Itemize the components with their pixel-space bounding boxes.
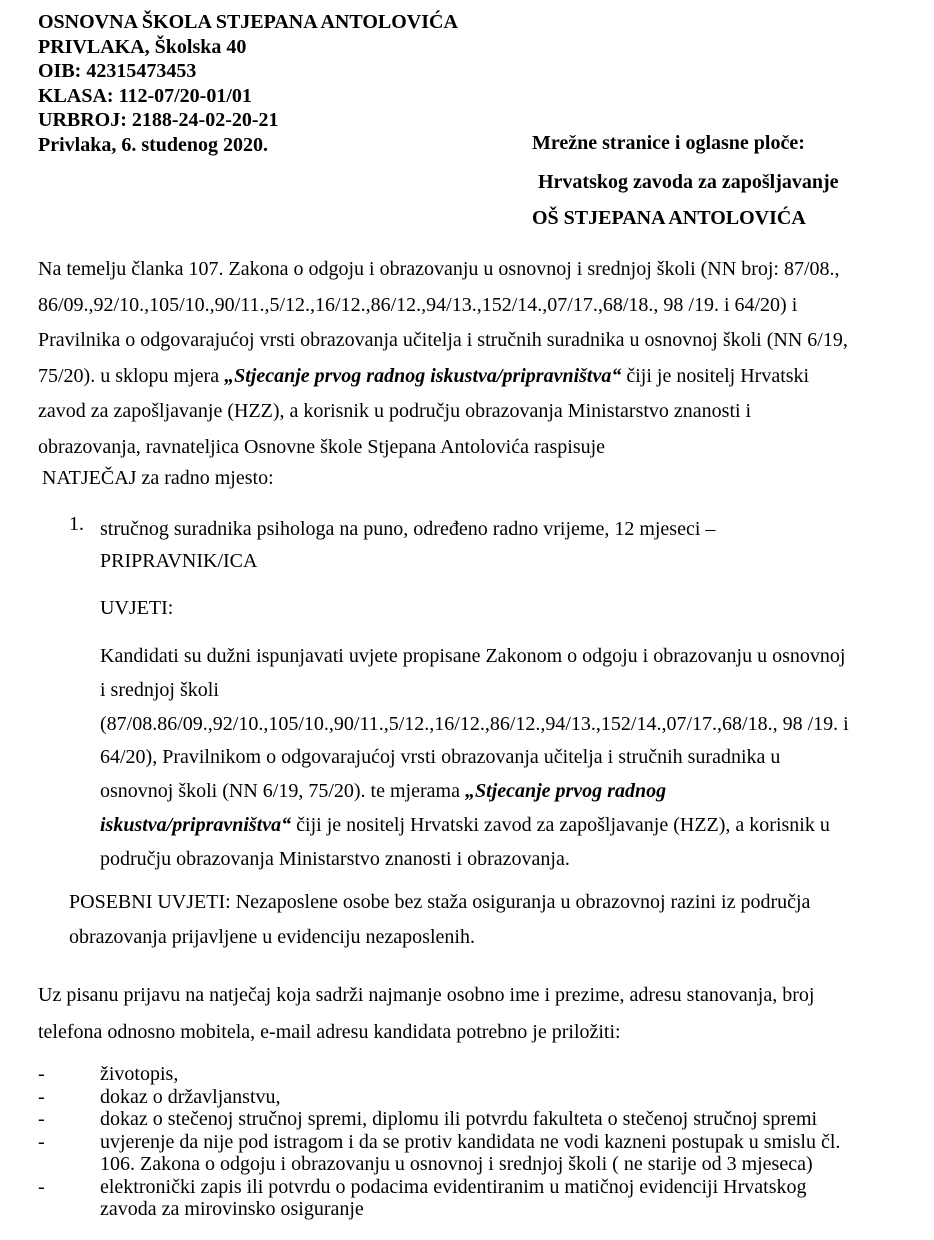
list-item-text: zavoda za mirovinsko osiguranje [100, 1198, 364, 1220]
program-name-emphasis: iskustva/pripravništva“ [100, 813, 292, 836]
conditions-line: Kandidati su dužni ispunjavati uvjete propisane Zakonom o odgoju i obrazovanju u osnovnoj [100, 645, 846, 667]
recipient-line-2: Hrvatskog zavoda za zapošljavanje [538, 171, 839, 193]
intro-line [38, 359, 908, 395]
list-dash: - [38, 1108, 45, 1130]
list-item-text: dokaz o državljanstvu, [100, 1085, 281, 1108]
list-dash: - [38, 1130, 45, 1153]
list-item-text: životopis, [100, 1063, 179, 1085]
klasa: KLASA: 112-07/20-01/01 [38, 84, 252, 107]
intro-line: zavod za zapošljavanje (HZZ), a korisnik u području obrazovanja Ministarstvo znanosti i [38, 400, 752, 422]
intro-paragraph [38, 252, 908, 465]
urbroj: URBROJ: 2188-24-02-20-21 [38, 109, 279, 131]
special-conditions-line: POSEBNI UVJETI: Nezaposlene osobe bez staža osiguranja u obrazovnoj razini iz područja [69, 891, 811, 913]
intro-line: obrazovanja, ravnateljica Osnovne škole Stjepana Antolovića raspisuje [38, 435, 606, 458]
school-oib: OIB: 42315473453 [38, 60, 197, 82]
school-name: OSNOVNA ŠKOLA STJEPANA ANTOLOVIĆA [38, 11, 458, 33]
intro-line: Na temelju članka 107. Zakona o odgoju i obrazovanju u osnovnoj i srednjoj školi (NN broj: 87/08., [38, 258, 840, 280]
recipient-line-3: OŠ STJEPANA ANTOLOVIĆA [532, 207, 806, 229]
school-address: PRIVLAKA, Školska 40 [38, 35, 247, 58]
conditions-line: 64/20), Pravilnikom o odgovarajućoj vrsti obrazovanja učitelja i stručnih suradnika u [100, 746, 781, 769]
list-item [38, 1131, 840, 1176]
header-block [38, 10, 458, 157]
conditions-text: osnovnoj školi (NN 6/19, 75/20). te mjerama [100, 780, 465, 803]
special-conditions [69, 885, 810, 955]
intro-line: 86/09.,92/10.,105/10.,90/11.,5/12.,16/12.,86/12.,94/13.,152/14.,07/17.,68/18., 98 /19. i 64/20) i [38, 293, 798, 316]
conditions-line: (87/08.86/09.,92/10.,105/10.,90/11.,5/12.,16/12.,86/12.,94/13.,152/14.,07/17.,68/18., 98 /19. i [100, 712, 849, 735]
recipient-line-1: Mrežne stranice i oglasne ploče: [532, 132, 805, 154]
application-paragraph [38, 977, 814, 1051]
position-line: PRIPRAVNIK/ICA [100, 550, 258, 572]
list-item [38, 1108, 840, 1131]
list-item [38, 1176, 840, 1221]
position-line: stručnog suradnika psihologa na puno, određeno radno vrijeme, 12 mjeseci – [100, 518, 716, 540]
application-line: telefona odnosno mobitela, e-mail adresu kandidata potrebno je priložiti: [38, 1021, 621, 1043]
required-documents-list [38, 1063, 840, 1221]
list-dash: - [38, 1063, 45, 1085]
program-name-emphasis: „Stjecanje prvog radnog iskustva/pripravništva“ [224, 364, 622, 387]
conditions-paragraph [100, 640, 900, 877]
list-item [38, 1086, 840, 1109]
conditions-line: i srednjoj školi [100, 678, 219, 701]
conditions-text: čiji je nositelj Hrvatski zavod za zapošljavanje (HZZ), a korisnik u [291, 813, 830, 836]
list-item-text: 106. Zakona o odgoju i obrazovanju u osnovnoj i srednjoj školi ( ne starije od 3 mjeseca) [100, 1153, 813, 1175]
uvjeti-heading: UVJETI: [100, 597, 174, 619]
list-dash: - [38, 1085, 45, 1108]
special-conditions-line: obrazovanja prijavljene u evidenciju nezaposlenih. [69, 926, 475, 948]
list-item [38, 1063, 840, 1086]
application-line: Uz pisanu prijavu na natječaj koja sadrži najmanje osobno ime i prezime, adresu stanovanja, broj [38, 984, 815, 1006]
list-item-text: dokaz o stečenoj stručnoj spremi, diplomu ili potvrdu fakulteta o stečenoj stručnoj spremi [100, 1108, 818, 1130]
position-number: 1. [69, 513, 84, 535]
list-item-text: uvjerenje da nije pod istragom i da se protiv kandidata ne vodi kazneni postupak u smislu čl. [100, 1130, 841, 1153]
conditions-line [100, 775, 900, 809]
intro-line: Pravilnika o odgovarajućoj vrsti obrazovanja učitelja i stručnih suradnika u osnovnoj školi (NN 6/19, [38, 329, 848, 351]
position-description [100, 513, 715, 577]
intro-text: čiji je nositelj Hrvatski [621, 364, 810, 387]
program-name-emphasis: „Stjecanje prvog radnog [464, 780, 667, 803]
conditions-line [100, 809, 900, 843]
natjecaj-heading: NATJEČAJ za radno mjesto: [42, 467, 274, 489]
conditions-line: području obrazovanja Ministarstvo znanosti i obrazovanja. [100, 847, 570, 870]
place-date: Privlaka, 6. studenog 2020. [38, 133, 269, 156]
list-item-text: elektronički zapis ili potvrdu o podacima evidentiranim u matičnoj evidenciji Hrvatskog [100, 1175, 807, 1198]
intro-text: 75/20). u sklopu mjera [38, 364, 225, 387]
list-dash: - [38, 1175, 45, 1198]
